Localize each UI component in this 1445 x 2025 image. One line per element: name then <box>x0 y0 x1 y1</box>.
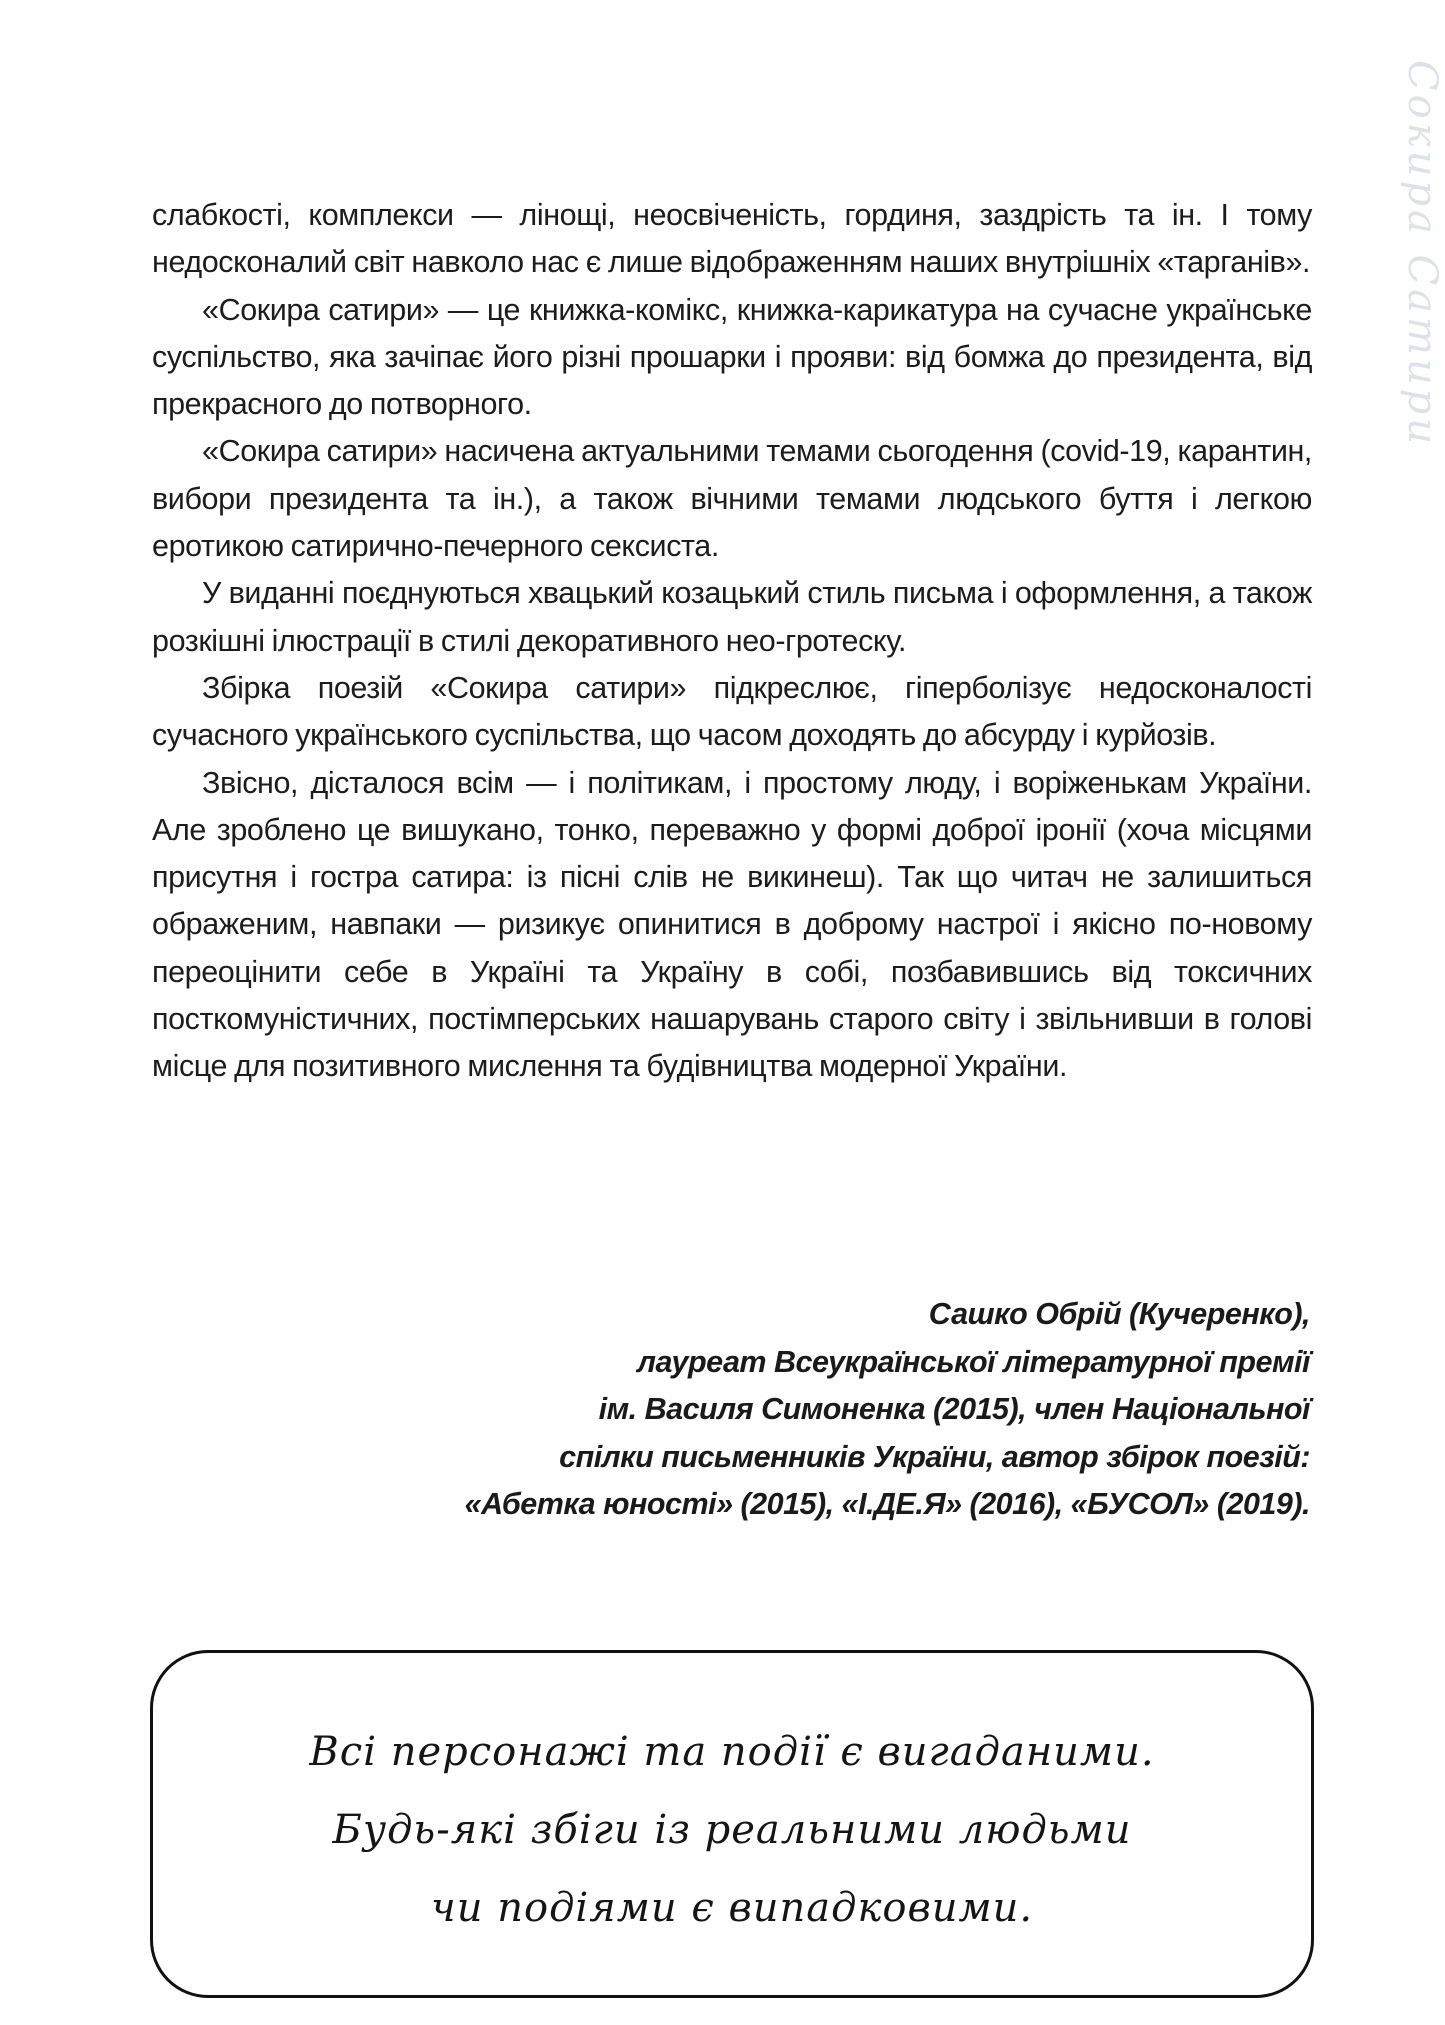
author-name: Сашко Обрій (Кучеренко), <box>928 1297 1310 1331</box>
paragraph: слабкості, комплекси — лінощі, неосвіченість, гординя, заздрість та ін. І тому недосконалий світ навколо нас є лише відображенням наших внутрішніх «тарганів». <box>152 198 1312 280</box>
disclaimer-text <box>153 1713 1311 1947</box>
author-credential: лауреат Всеукраїнської літературної премії <box>637 1344 1310 1379</box>
body-text <box>152 192 1312 1091</box>
author-credential: спілки письменників України, автор збірок поезій: <box>559 1439 1310 1474</box>
author-credential: ім. Василя Симоненка (2015), член Національної <box>598 1392 1310 1426</box>
paragraph: «Сокира сатири» насичена актуальними темами сьогодення (covid-19, карантин, вибори президента та ін.), а також вічними темами людського буття і легкою еротикою сатирично-печерного сексиста. <box>152 434 1312 564</box>
paragraph: Збірка поезій «Сокира сатири» підкреслює, гіперболізує недосконалості сучасного українського суспільства, що часом доходять до абсурду і курйозів. <box>152 670 1312 753</box>
disclaimer-line: чи подіями є випадковими. <box>430 1885 1034 1931</box>
author-works: «Абетка юності» (2015), «І.ДЕ.Я» (2016), «БУСОЛ» (2019). <box>464 1487 1310 1521</box>
paragraph: Звісно, дісталося всім — і політикам, і простому люду, і воріженькам України. Але зроблено це вишукано, тонко, переважно у формі доброї іронії (хоча місцями присутня і гостра сатира: із пісні слів не викинеш). Так що читач не залишиться ображеним, навпаки — ризикує опинитися в доброму настрої і якісно по-новому переоцінити себе в Україні та Україну в собі, позбавившись від токсичних посткомуністичних, постімперських нашарувань старого світу і звільнивши в голові місце для позитивного мислення та будівництва модерної України. <box>152 765 1312 1084</box>
paragraph: У виданні поєднуються хвацький козацький стиль письма і оформлення, а також розкішні ілюстрації в стилі декоративного нео-гротеску. <box>152 576 1312 658</box>
disclaimer-line: Будь-які збіги із реальними людьми <box>332 1807 1132 1853</box>
disclaimer-box <box>150 1650 1314 1998</box>
paragraph: «Сокира сатири» — це книжка-комікс, книжка-карикатура на сучасне українське суспільство, яка зачіпає його різні прошарки і прояви: від бомжа до президента, від прекрасного до потворного. <box>152 292 1312 422</box>
vertical-watermark: Сокира Сатири <box>1399 60 1445 449</box>
disclaimer-line: Всі персонажі та події є вигаданими. <box>309 1729 1155 1775</box>
author-signature <box>200 1291 1310 1529</box>
